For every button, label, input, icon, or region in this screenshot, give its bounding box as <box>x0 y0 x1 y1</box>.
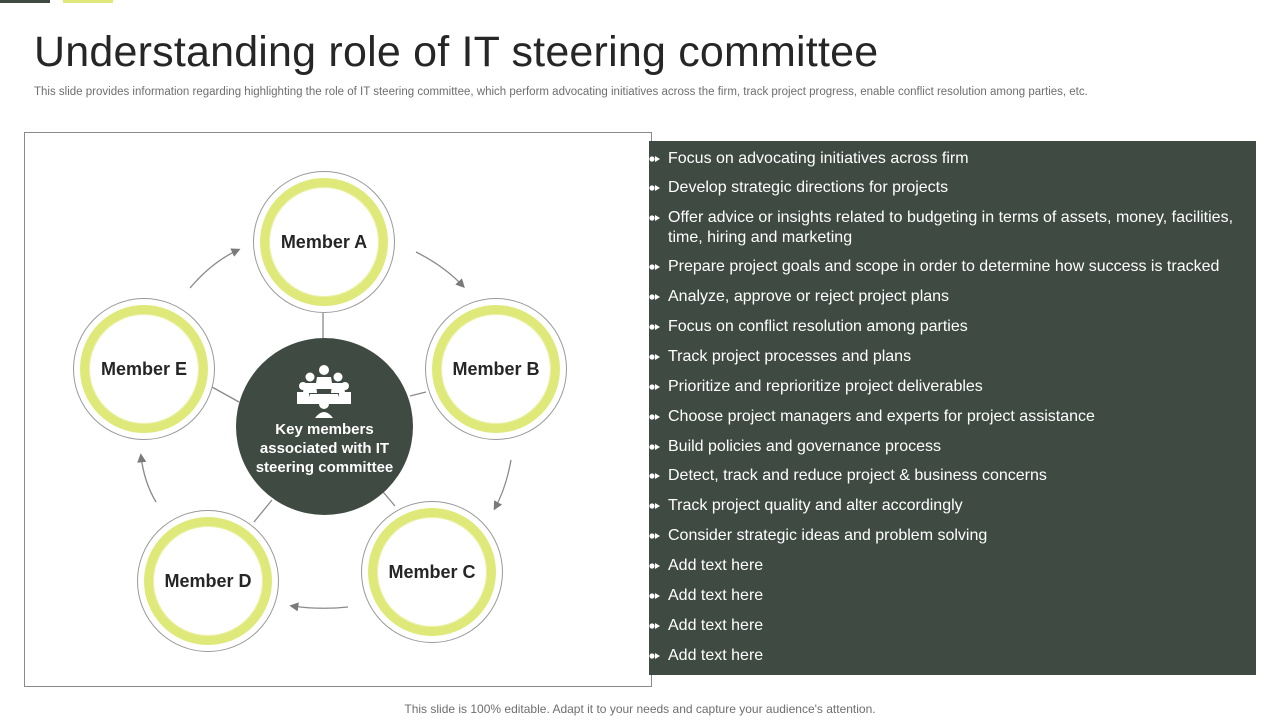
slide-title: Understanding role of IT steering committee <box>34 28 879 76</box>
member-b-circle <box>425 298 567 440</box>
arrow-bullet-icon <box>649 650 661 662</box>
hub-caption: Key members associated with IT steering committee <box>255 421 394 476</box>
list-item-text: Prepare project goals and scope in order to determine how success is tracked <box>668 258 1220 275</box>
list-item-text: Focus on conflict resolution among parties <box>668 318 968 335</box>
member-e-circle <box>73 298 215 440</box>
list-item-text: Add text here <box>668 557 764 574</box>
center-hub <box>236 338 413 515</box>
member-a-label: Member A <box>280 231 368 252</box>
list-item-text: Track project processes and plans <box>668 348 912 365</box>
arrow-bullet-icon <box>649 182 661 194</box>
arrow-bullet-icon <box>649 470 661 482</box>
member-e-label: Member E <box>100 358 188 379</box>
arrow-bullet-icon <box>649 153 661 165</box>
top-accent-bar-dark <box>0 0 50 3</box>
arrow-bullet-icon <box>649 590 661 602</box>
arrow-bullet-icon <box>649 500 661 512</box>
roles-panel <box>649 141 1256 675</box>
list-item-text: Build policies and governance process <box>668 438 942 455</box>
list-item-text: Detect, track and reduce project & business concerns <box>668 467 1047 484</box>
member-a-circle <box>253 171 395 313</box>
arrow-bullet-icon <box>649 321 661 333</box>
arrow-bullet-icon <box>649 212 661 224</box>
arrow-bullet-icon <box>649 291 661 303</box>
list-item-text: Add text here <box>668 587 764 604</box>
arrow-bullet-icon <box>649 620 661 632</box>
arrow-bullet-icon <box>649 441 661 453</box>
member-c-circle <box>361 501 503 643</box>
list-item-text: Develop strategic directions for projects <box>668 179 949 196</box>
member-b-label: Member B <box>452 358 540 379</box>
arrow-bullet-icon <box>649 411 661 423</box>
list-item-text: Consider strategic ideas and problem solving <box>668 527 988 544</box>
list-item-text: Track project quality and alter accordingly <box>668 497 963 514</box>
list-item-text: Offer advice or insights related to budgeting in terms of assets, money, facilities, time, hiring and marketing <box>668 209 1234 246</box>
team-meeting-icon <box>296 364 352 418</box>
member-d-circle <box>137 510 279 652</box>
arrow-bullet-icon <box>649 560 661 572</box>
list-item-text: Choose project managers and experts for project assistance <box>668 408 1095 425</box>
member-d-label: Member D <box>164 570 252 591</box>
arrow-bullet-icon <box>649 351 661 363</box>
arrow-bullet-icon <box>649 530 661 542</box>
slide-subtitle: This slide provides information regarding highlighting the role of IT steering committee, which perform advocating initiatives across the firm, track project progress, enable conflict resolution among parties, etc. <box>34 86 1088 98</box>
slide-footer: This slide is 100% editable. Adapt it to your needs and capture your audience's attention. <box>404 702 876 716</box>
top-accent-bar-lime <box>63 0 113 3</box>
list-item-text: Prioritize and reprioritize project deliverables <box>668 378 983 395</box>
list-item-text: Add text here <box>668 617 764 634</box>
list-item-text: Analyze, approve or reject project plans <box>668 288 950 305</box>
arrow-bullet-icon <box>649 261 661 273</box>
arrow-bullet-icon <box>649 381 661 393</box>
list-item-text: Add text here <box>668 647 764 664</box>
list-item-text: Focus on advocating initiatives across firm <box>668 150 969 167</box>
member-c-label: Member C <box>388 561 476 582</box>
